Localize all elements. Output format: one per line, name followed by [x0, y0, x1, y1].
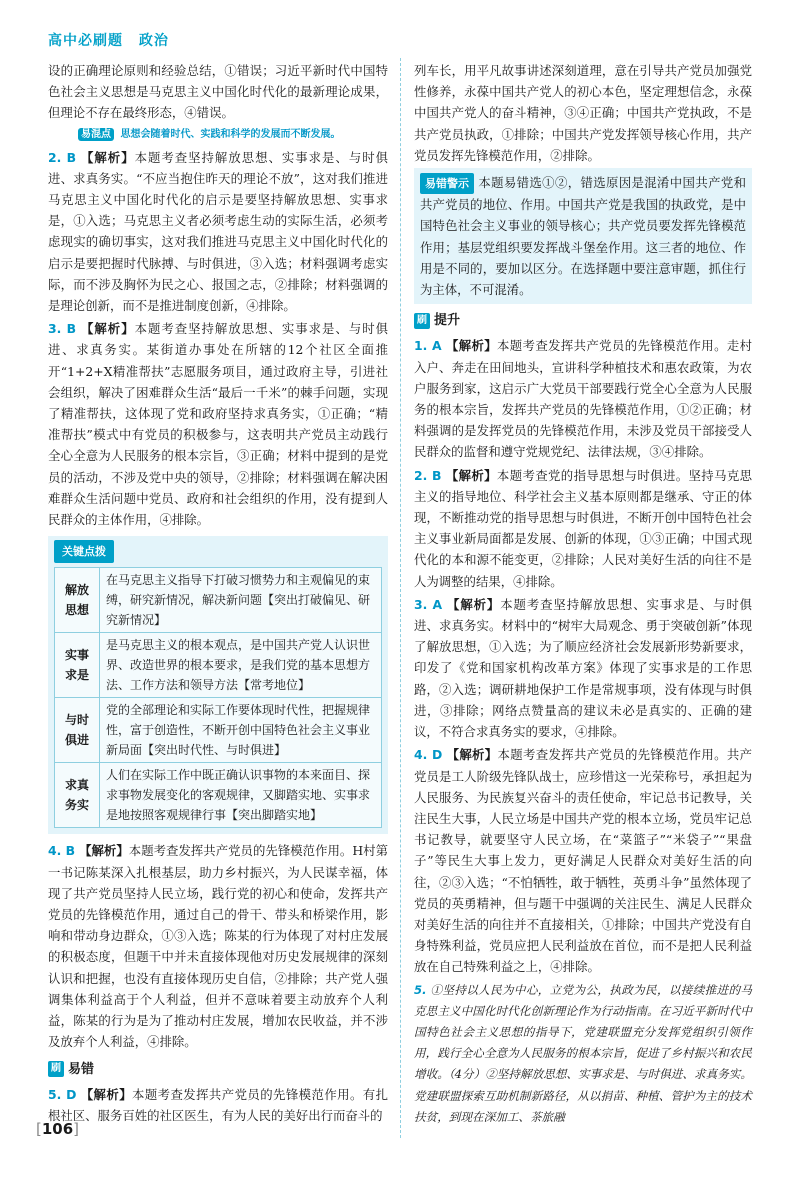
improve-answer-2 — [414, 465, 752, 592]
improve-3-tag: 【解析】 — [447, 596, 501, 612]
answer-4-tag: 【解析】 — [79, 843, 129, 859]
row-body: 是马克思主义的根本观点，是中国共产党人认识世界、改造世界的根本要求，是我们党的基本思想方法、工作方法和领导方法【常考地位】 — [100, 633, 382, 698]
row-body: 人们在实际工作中既正确认识事物的本来面目、探求事物发展变化的客观规律，又脚踏实地、实事求是地按照客观规律行事【突出脚踏实地】 — [100, 763, 382, 828]
section-title: 提升 — [434, 313, 461, 329]
page-header — [48, 30, 169, 50]
answer-5-number: 5. D — [48, 1086, 77, 1102]
row-head: 求真务实 — [55, 763, 100, 828]
error-warning-box — [414, 168, 752, 304]
row-head: 与时俱进 — [55, 698, 100, 763]
key-points-table — [54, 567, 382, 828]
row-body: 党的全部理论和实际工作要体现时代性，把握规律性，富于创造性，不断开创中国特色社会主义事业新局面【突出时代性、与时俱进】 — [100, 698, 382, 763]
tip-badge: 易混点 — [78, 128, 114, 141]
column-divider — [400, 58, 401, 1138]
improve-4-text: 本题考查发挥共产党员的先锋模范作用。共产党员是工人阶级先锋队战士，应珍惜这一光荣称号，承担起为人民服务、为民族复兴奋斗的责任使命，牢记总书记教导，关注民生大事，人民立场是中国共产党的根本立场，党员牢记总书记教导，就要坚守人民立场，在“菜篮子”“米袋子”“果盘子”等民生大事上发力，更好满足人民群众对美好生活的向往，②③入选；“不怕牺牲，敢于牺牲，英勇斗争”虽然体现了党员的英勇精神，但与题干中强调的关注民生、满足人民群众对美好生活的向往并不直接相关，①排除；中国共产党没有自身特殊利益，党员应把人民利益放在首位，而不是把人民利益放在自己特殊利益之上，④排除。 — [414, 747, 752, 975]
continued-paragraph: 列车长，用平凡故事讲述深刻道理，意在引导共产党员加强党性修养，永葆中国共产党人的初心本色，坚定理想信念，永葆中国共产党人的奋斗精神，③④正确；中国共产党执政，不是共产党员执政，①排除；中国共产党发挥领导核心作用，共产党员发挥先锋模范作用，②排除。 — [414, 63, 752, 163]
key-points-box — [48, 536, 388, 834]
table-row — [55, 568, 382, 633]
answer-3-number: 3. B — [48, 321, 77, 337]
page-number-value: 106 — [41, 1120, 74, 1138]
improve-2-number: 2. B — [414, 467, 442, 483]
book-title: 高中必刷题 — [48, 33, 123, 49]
improve-2-tag: 【解析】 — [445, 467, 497, 483]
section-improve — [414, 310, 752, 331]
answer-5-tag: 【解析】 — [80, 1086, 133, 1102]
answer-2-tag: 【解析】 — [81, 149, 135, 165]
section-icon: 刷 — [48, 1061, 64, 1077]
table-row — [55, 633, 382, 698]
improve-4-tag: 【解析】 — [446, 747, 498, 763]
improve-answer-1 — [414, 335, 752, 462]
improve-1-tag: 【解析】 — [445, 338, 498, 354]
answer-5 — [48, 1084, 388, 1126]
error-warning-text: 本题易错选①②，错选原因是混淆中国共产党和共产党员的地位、作用。中国共产党是我国的执政党，是中国特色社会主义事业的领导核心；共产党员要发挥先锋模范作用；基层党组织要发挥战斗堡垒作用。这三者的地位、作用是不同的，要加以区分。在选择题中要注意审题，抓住行为主体，不可混淆。 — [420, 175, 746, 298]
row-head: 解放思想 — [55, 568, 100, 633]
page-number: [106] — [36, 1120, 80, 1138]
tip-text: 思想会随着时代、实践和科学的发展而不断发展。 — [120, 128, 341, 140]
answer-2-text: 本题考查坚持解放思想、实事求是、与时俱进、求真务实。“不应当抱住昨天的理论不放”，这对我们推进马克思主义中国化时代化的启示是要坚持解放思想、实事求是，①入选；马克思主义者必须考虑生动的实际生活，必须考虑现实的确切事实，这对我们推进马克思主义中国化时代化的启示是要把握时代脉搏、与时俱进，③入选；材料强调考虑实际，而不涉及胸怀为民之心、报国之志，②排除；材料强调的是理论创新，而不是推进制度创新，④排除。 — [48, 149, 388, 314]
improve-2-text: 本题考查党的指导思想与时俱进。坚持马克思主义的指导地位、科学社会主义基本原则都是继承、守正的体现，不断推动党的指导思想与时俱进，不断开创中国特色社会主义事业新局面都是发展、创新的体现，①③正确；中国式现代化的本和源不能变更，②排除；人民对美好生活的向往不是人为调整的结果，④排除。 — [414, 467, 753, 589]
row-head: 实事求是 — [55, 633, 100, 698]
answer-2 — [48, 147, 388, 317]
answer-4 — [48, 840, 388, 1052]
section-icon: 刷 — [414, 313, 430, 329]
improve-5-text: ①坚持以人民为中心，立党为公，执政为民，以接续推进的马克思主义中国化时代化创新理论作为行动指南。在习近平新时代中国特色社会主义思想的指导下，党建联盟充分发挥党组织引领作用，践行全心全意为人民服务的根本宗旨，促进了乡村振兴和农民增收。（4分）②坚持解放思想、实事求是、与时俱进、求真务实。党建联盟探索互助机制新路径，从以捐苗、种植、管护为主的技术扶贫，到现在深加工、茶旅融 — [414, 982, 752, 1124]
subject-label: 政治 — [138, 33, 169, 49]
improve-answer-4 — [414, 744, 752, 977]
improve-1-number: 1. A — [414, 338, 442, 354]
improve-5-number: 5. — [414, 982, 427, 997]
improve-1-text: 本题考查发挥共产党员的先锋模范作用。走村入户、奔走在田间地头，宣讲科学种植技术和惠农政策，为农户服务到家，这启示广大党员干部要践行党全心全意为人民服务的根本宗旨，发挥共产党员的先锋模范作用，①②正确；材料强调的是发挥党员的先锋模范作用，未涉及党员干部接受人民群众的监督和遵守党规党纪、法律法规，③④排除。 — [414, 338, 753, 460]
answer-5-text: 本题考查发挥共产党员的先锋模范作用。有扎根社区、服务百姓的社区医生，有为人民的美好出行而奋斗的 — [48, 1086, 388, 1123]
left-column — [48, 60, 388, 1126]
right-column — [414, 60, 752, 1128]
improve-3-text: 本题考查坚持解放思想、实事求是、与时俱进、求真务实。材料中的“树牢大局观念、勇于突破创新”体现了解放思想，①入选；为了顺应经济社会发展新形势新要求，印发了《党和国家机构改革方案》体现了实事求是的工作思路，②入选；调研耕地保护工作是常规事项，没有体现与时俱进，③排除；网络点赞量高的建议未必是真实的、正确的建议，不符合求真务实的要求，④排除。 — [414, 596, 753, 740]
answer-3 — [48, 318, 388, 530]
answer-4-number: 4. B — [48, 843, 76, 859]
intro-paragraph: 设的正确理论原则和经验总结，①错误；习近平新时代中国特色社会主义思想是马克思主义中国化时代化的最新理论成果，但理论不存在最终形态，④错误。 — [48, 63, 388, 121]
section-title: 易错 — [68, 1061, 95, 1077]
improve-4-number: 4. D — [414, 747, 443, 763]
table-row — [55, 763, 382, 828]
improve-3-number: 3. A — [414, 596, 443, 612]
section-easy-mistakes — [48, 1059, 388, 1080]
improve-answer-3 — [414, 594, 752, 742]
answer-3-text: 本题考查坚持解放思想、实事求是、与时俱进、求真务实。某街道办事处在所辖的12个社区全面推开“1+2+X精准帮扶”志愿服务项目，通过政府主导，引进社会组织，解决了困难群众生活“最后一千米”的棘手问题，实现了精准帮扶，这体现了党和政府坚持求真务实，①正确；“精准帮扶”模式中有党员的积极参与，这表明共产党员主动践行全心全意为人民服务的根本宗旨，③正确；材料中提到的是党员的活动，不涉及党中央的领导，②排除；材料强调在解决困难群众生活问题中党员、政府和社会组织的作用，没有提到人民群众的主体作用，④排除。 — [48, 321, 388, 528]
answer-4-text: 本题考查发挥共产党员的先锋模范作用。H村第一书记陈某深入扎根基层，助力乡村振兴，为人民谋幸福，体现了共产党员坚持人民立场，践行党的初心和使命，发挥共产党员的先锋模范作用，通过自己的骨干、带头和桥梁作用，影响和带动身边群众，①③入选；陈某的行为体现了对村庄发展的积极态度，但题干中并未直接体现他对历史发展规律的深刻认识和把握，也没有直接体现历史自信，②排除；共产党人强调集体利益高于个人利益，但并不意味着要主动放弃个人利益，陈某的行为是为了推动村庄发展，增加农民收益，并不涉及放弃个人利益，④排除。 — [48, 843, 388, 1050]
key-points-title: 关键点拨 — [54, 540, 114, 563]
answer-3-tag: 【解析】 — [81, 321, 135, 337]
answer-2-number: 2. B — [48, 149, 77, 165]
row-body: 在马克思主义指导下打破习惯势力和主观偏见的束缚，研究新情况，解决新问题【突出打破偏见、研究新情况】 — [100, 568, 382, 633]
tip-note — [78, 128, 388, 141]
table-row — [55, 698, 382, 763]
improve-answer-5 — [414, 980, 752, 1128]
error-warning-label: 易错警示 — [420, 173, 474, 194]
